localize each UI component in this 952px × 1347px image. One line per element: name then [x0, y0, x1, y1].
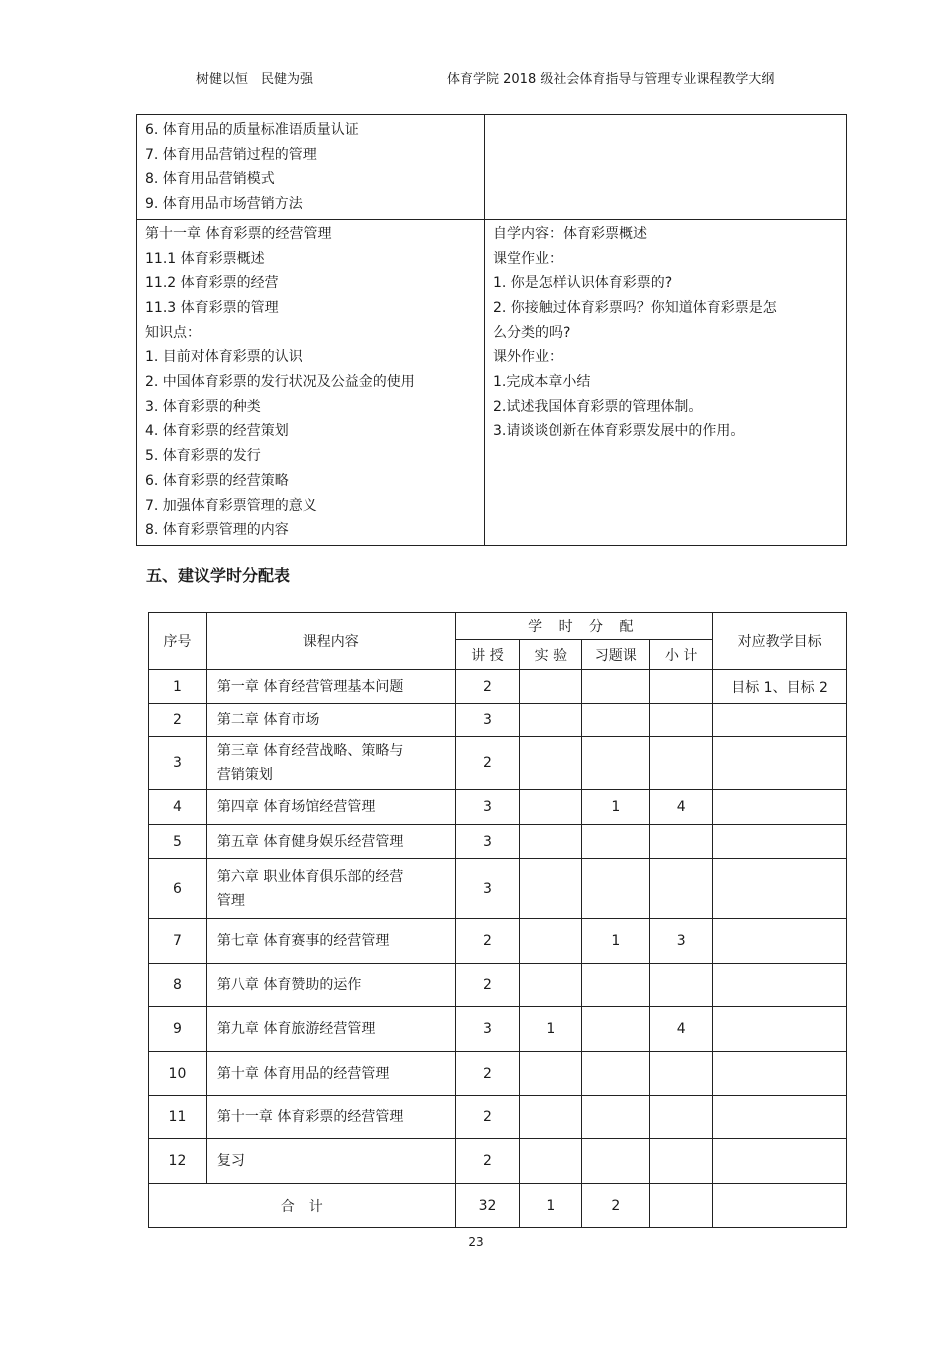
- header-content: 课程内容: [206, 613, 455, 670]
- cell-lecture: 3: [455, 704, 520, 737]
- outline-line: 第十一章 体育彩票的经营管理: [145, 225, 332, 242]
- cell-index: 2: [149, 704, 207, 737]
- cell-subtotal: [650, 1096, 713, 1139]
- cell-content: 第六章 职业体育俱乐部的经营 管理: [206, 859, 455, 919]
- cell-index: 8: [149, 964, 207, 1007]
- cell-subtotal: 3: [650, 919, 713, 964]
- cell-content: 复习: [206, 1139, 455, 1184]
- cell-experiment: [520, 964, 582, 1007]
- outline-table: [136, 114, 847, 546]
- cell-lecture: 2: [455, 670, 520, 704]
- outline-line: 9. 体育用品市场营销方法: [145, 196, 303, 213]
- outline-cell-left: [137, 115, 485, 220]
- cell-subtotal: 4: [650, 1007, 713, 1052]
- cell-content: 第七章 体育赛事的经营管理: [206, 919, 455, 964]
- cell-experiment: [520, 919, 582, 964]
- cell-lecture: 2: [455, 919, 520, 964]
- cell-goal: [713, 737, 847, 790]
- total-exercise: 2: [582, 1184, 650, 1228]
- hours-header-row: [149, 613, 847, 640]
- cell-lecture: 3: [455, 825, 520, 859]
- cell-exercise: 1: [582, 790, 650, 825]
- header-motto: 树健以恒 民健为强: [196, 72, 314, 87]
- cell-content: 第八章 体育赞助的运作: [206, 964, 455, 1007]
- total-goal: [713, 1184, 847, 1228]
- cell-subtotal: [650, 704, 713, 737]
- table-row: [149, 1052, 847, 1096]
- outline-line: 11.1 体育彩票概述: [145, 250, 265, 267]
- total-experiment: 1: [520, 1184, 582, 1228]
- section-title: 五、建议学时分配表: [146, 566, 291, 585]
- cell-exercise: [582, 1052, 650, 1096]
- cell-exercise: [582, 964, 650, 1007]
- cell-experiment: [520, 1096, 582, 1139]
- cell-goal: [713, 1007, 847, 1052]
- cell-goal: 目标 1、目标 2: [713, 670, 847, 704]
- cell-index: 7: [149, 919, 207, 964]
- table-row: [149, 1139, 847, 1184]
- cell-subtotal: [650, 825, 713, 859]
- outline-cell-left: [137, 219, 485, 545]
- table-row: [149, 737, 847, 790]
- outline-line: 6. 体育用品的质量标准语质量认证: [145, 122, 359, 138]
- table-row: [149, 825, 847, 859]
- outline-line: 1. 你是怎样认识体育彩票的?: [493, 275, 673, 292]
- cell-exercise: [582, 859, 650, 919]
- cell-index: 10: [149, 1052, 207, 1096]
- cell-experiment: [520, 704, 582, 737]
- outline-row: [137, 115, 847, 220]
- cell-goal: [713, 1096, 847, 1139]
- cell-subtotal: [650, 1052, 713, 1096]
- cell-exercise: [582, 825, 650, 859]
- outline-line: 8. 体育彩票管理的内容: [145, 522, 289, 539]
- cell-lecture: 2: [455, 964, 520, 1007]
- cell-index: 4: [149, 790, 207, 825]
- outline-row: [137, 219, 847, 545]
- total-label: 合 计: [149, 1184, 456, 1228]
- outline-cell-right: [485, 115, 847, 220]
- cell-exercise: [582, 737, 650, 790]
- cell-index: 12: [149, 1139, 207, 1184]
- cell-content: 第五章 体育健身娱乐经营管理: [206, 825, 455, 859]
- cell-goal: [713, 859, 847, 919]
- header-allocation: 学 时 分 配: [455, 613, 713, 640]
- cell-exercise: 1: [582, 919, 650, 964]
- outline-line: 7. 体育用品营销过程的管理: [145, 146, 317, 163]
- cell-exercise: [582, 1139, 650, 1184]
- cell-lecture: 3: [455, 1007, 520, 1052]
- cell-index: 11: [149, 1096, 207, 1139]
- header-subtotal: 小 计: [650, 640, 713, 670]
- cell-goal: [713, 790, 847, 825]
- cell-lecture: 2: [455, 737, 520, 790]
- cell-lecture: 3: [455, 790, 520, 825]
- cell-content: 第四章 体育场馆经营管理: [206, 790, 455, 825]
- cell-experiment: [520, 1139, 582, 1184]
- cell-subtotal: [650, 859, 713, 919]
- cell-goal: [713, 919, 847, 964]
- table-row: [149, 790, 847, 825]
- table-row: [149, 1007, 847, 1052]
- outline-line: 1. 目前对体育彩票的认识: [145, 349, 303, 366]
- header-experiment: 实 验: [520, 640, 582, 670]
- cell-goal: [713, 964, 847, 1007]
- cell-content: 第十一章 体育彩票的经营管理: [206, 1096, 455, 1139]
- cell-content: 第九章 体育旅游经营管理: [206, 1007, 455, 1052]
- header-goal: 对应教学目标: [713, 613, 847, 670]
- outline-line: 知识点：: [145, 324, 201, 341]
- outline-line: 课堂作业：: [493, 250, 563, 267]
- cell-exercise: [582, 670, 650, 704]
- total-row: [149, 1184, 847, 1228]
- outline-line: 课外作业：: [493, 349, 563, 366]
- cell-lecture: 2: [455, 1052, 520, 1096]
- cell-content: 第十章 体育用品的经营管理: [206, 1052, 455, 1096]
- cell-content: 第一章 体育经营管理基本问题: [206, 670, 455, 704]
- cell-experiment: [520, 859, 582, 919]
- cell-index: 9: [149, 1007, 207, 1052]
- outline-line: 11.2 体育彩票的经营: [145, 275, 279, 292]
- cell-index: 1: [149, 670, 207, 704]
- cell-experiment: [520, 1052, 582, 1096]
- page-number: 23: [468, 1235, 484, 1249]
- cell-lecture: 2: [455, 1096, 520, 1139]
- cell-experiment: [520, 737, 582, 790]
- outline-line: 5. 体育彩票的发行: [145, 448, 261, 465]
- outline-line: 3. 体育彩票的种类: [145, 398, 261, 415]
- cell-exercise: [582, 1007, 650, 1052]
- cell-exercise: [582, 1096, 650, 1139]
- cell-index: 6: [149, 859, 207, 919]
- outline-line: 8. 体育用品营销模式: [145, 171, 275, 188]
- cell-subtotal: [650, 670, 713, 704]
- outline-line: 4. 体育彩票的经营策划: [145, 423, 289, 440]
- cell-subtotal: [650, 964, 713, 1007]
- table-row: [149, 704, 847, 737]
- outline-line: 自学内容：体育彩票概述: [493, 225, 647, 242]
- outline-line: 6. 体育彩票的经营策略: [145, 472, 289, 489]
- table-row: [149, 670, 847, 704]
- outline-line: 1.完成本章小结: [493, 374, 591, 391]
- cell-index: 5: [149, 825, 207, 859]
- outline-line: 2. 你接触过体育彩票吗？你知道体育彩票是怎: [493, 299, 777, 316]
- cell-subtotal: [650, 1139, 713, 1184]
- table-row: [149, 964, 847, 1007]
- cell-experiment: 1: [520, 1007, 582, 1052]
- header-document-title: 体育学院 2018 级社会体育指导与管理专业课程教学大纲: [447, 72, 775, 87]
- cell-content: 第二章 体育市场: [206, 704, 455, 737]
- cell-content: 第三章 体育经营战略、策略与 营销策划: [206, 737, 455, 790]
- cell-experiment: [520, 670, 582, 704]
- outline-line: 2.试述我国体育彩票的管理体制。: [493, 398, 703, 415]
- total-subtotal: [650, 1184, 713, 1228]
- cell-goal: [713, 825, 847, 859]
- cell-lecture: 2: [455, 1139, 520, 1184]
- cell-index: 3: [149, 737, 207, 790]
- hours-table: [148, 612, 847, 1228]
- outline-line: 11.3 体育彩票的管理: [145, 299, 279, 316]
- cell-goal: [713, 1052, 847, 1096]
- cell-experiment: [520, 825, 582, 859]
- cell-subtotal: [650, 737, 713, 790]
- cell-exercise: [582, 704, 650, 737]
- cell-experiment: [520, 790, 582, 825]
- table-row: [149, 1096, 847, 1139]
- cell-goal: [713, 1139, 847, 1184]
- outline-line: 7. 加强体育彩票管理的意义: [145, 497, 317, 514]
- header-lecture: 讲 授: [455, 640, 520, 670]
- total-lecture: 32: [455, 1184, 520, 1228]
- outline-line: 2. 中国体育彩票的发行状况及公益金的使用: [145, 374, 415, 391]
- outline-line: 3.请谈谈创新在体育彩票发展中的作用。: [493, 423, 745, 440]
- outline-cell-right: [485, 219, 847, 545]
- table-row: [149, 859, 847, 919]
- cell-lecture: 3: [455, 859, 520, 919]
- cell-goal: [713, 704, 847, 737]
- cell-subtotal: 4: [650, 790, 713, 825]
- header-index: 序号: [149, 613, 207, 670]
- header-exercise: 习题课: [582, 640, 650, 670]
- outline-line: 么分类的吗?: [493, 324, 571, 341]
- table-row: [149, 919, 847, 964]
